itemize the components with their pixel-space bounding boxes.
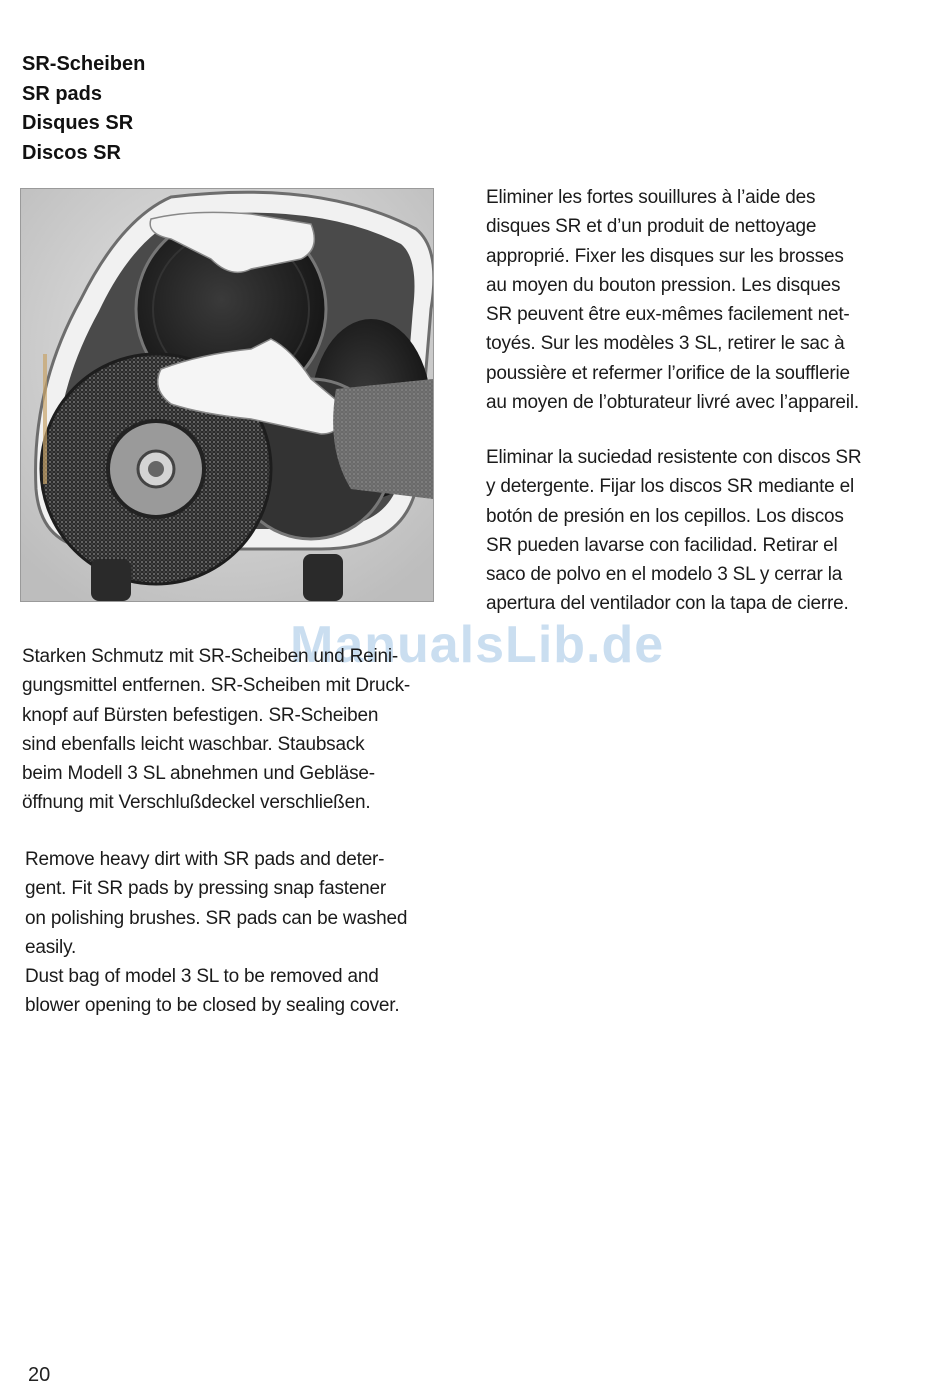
text-line: apertura del ventilador con la tapa de cierre. xyxy=(486,593,849,615)
text-line: SR pueden lavarse con facilidad. Retirar el xyxy=(486,534,838,556)
text-line: gungsmittel entfernen. SR-Scheiben mit Druck- xyxy=(22,675,411,697)
floor-polisher-photo xyxy=(20,188,434,602)
text-line: SR peuvent être eux-mêmes facilement net- xyxy=(486,304,850,326)
text-line: beim Modell 3 SL abnehmen und Gebläse- xyxy=(22,763,375,785)
text-line: disques SR et d’un produit de nettoyage xyxy=(486,216,817,238)
text-line: sind ebenfalls leicht waschbar. Staubsack xyxy=(22,733,365,755)
text-line: toyés. Sur les modèles 3 SL, retirer le sac à xyxy=(486,333,845,355)
text-line: poussière et refermer l’orifice de la soufflerie xyxy=(486,362,850,384)
text-line: knopf auf Bürsten befestigen. SR-Scheiben xyxy=(22,704,379,726)
paragraph-french xyxy=(486,183,859,417)
title-french: Disques SR xyxy=(22,112,134,134)
section-titles xyxy=(22,50,145,168)
text-line: au moyen de l’obturateur livré avec l’appareil. xyxy=(486,392,859,414)
text-line: Eliminar la suciedad resistente con discos SR xyxy=(486,447,862,468)
polisher-illustration xyxy=(21,189,433,601)
text-line: blower opening to be closed by sealing cover. xyxy=(25,995,400,1017)
paragraph-english xyxy=(25,845,407,1021)
text-line: y detergente. Fijar los discos SR mediante el xyxy=(486,476,855,498)
title-spanish: Discos SR xyxy=(22,141,121,164)
text-line: Dust bag of model 3 SL to be removed and xyxy=(25,966,379,988)
title-german: SR-Scheiben xyxy=(22,53,146,75)
paragraph-german xyxy=(22,642,410,818)
text-line: botón de presión en los cepillos. Los discos xyxy=(486,505,844,527)
text-line: Starken Schmutz mit SR-Scheiben und Reini- xyxy=(22,646,398,667)
page-number: 20 xyxy=(28,1364,51,1386)
paragraph-spanish xyxy=(486,443,861,619)
text-line: approprié. Fixer les disques sur les brosses xyxy=(486,245,844,267)
text-line: au moyen du bouton pression. Les disques xyxy=(486,274,841,296)
text-line: on polishing brushes. SR pads can be washed xyxy=(25,907,408,929)
title-english: SR pads xyxy=(22,82,103,105)
watermark: ManualsLib.de xyxy=(290,616,665,674)
text-line: saco de polvo en el modelo 3 SL y cerrar la xyxy=(486,564,843,586)
text-line: Eliminer les fortes souillures à l’aide des xyxy=(486,187,816,208)
text-line: gent. Fit SR pads by pressing snap fastener xyxy=(25,878,387,900)
text-line: easily. xyxy=(25,936,77,958)
text-line: Remove heavy dirt with SR pads and deter- xyxy=(25,849,385,870)
text-line: öffnung mit Verschlußdeckel verschließen. xyxy=(22,792,371,814)
